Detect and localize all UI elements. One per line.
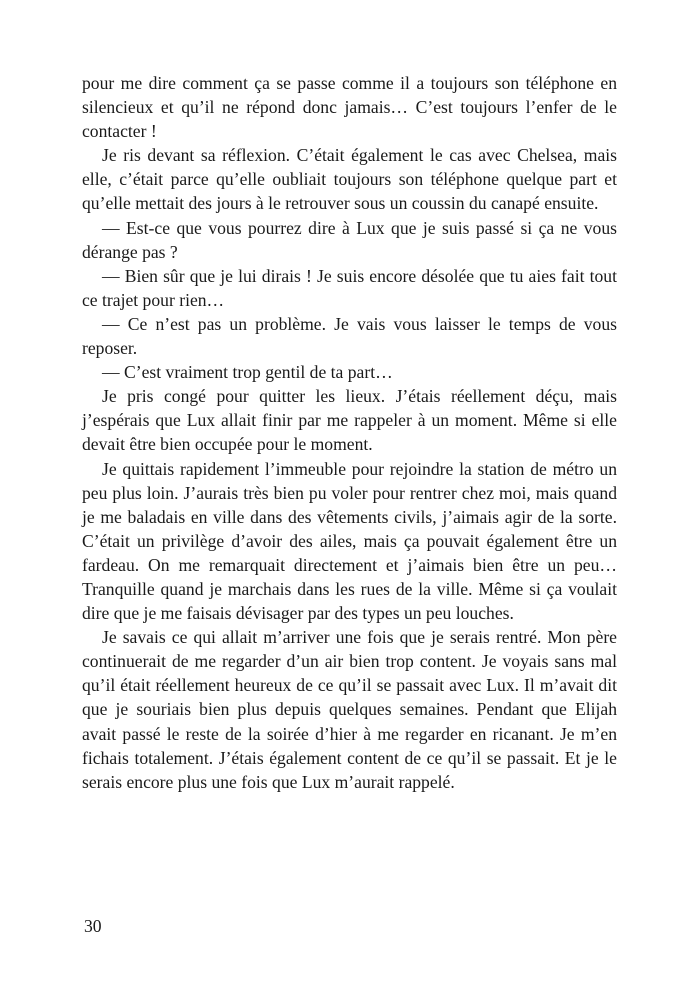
dialogue-line: — Ce n’est pas un problème. Je vais vous laisser le temps de vous reposer. xyxy=(82,313,617,359)
paragraph: Je ris devant sa réflexion. C’était également le cas avec Chelsea, mais elle, c’était parce qu’elle oubliait toujours son téléphone quelque part et qu’elle mettait des jours à le retrouver sous un coussin du canapé ensuite. xyxy=(82,145,617,214)
page-number: 30 xyxy=(84,916,102,936)
paragraph: pour me dire comment ça se passe comme il a toujours son téléphone en silencieux et qu’il ne répond donc jamais… C’est toujours l’enfer de le contacter ! xyxy=(82,73,617,142)
dialogue-line: — Est-ce que vous pourrez dire à Lux que je suis passé si ça ne vous dérange pas ? xyxy=(82,217,617,262)
paragraph: Je savais ce qui allait m’arriver une fois que je serais rentré. Mon père continuerait de me regarder d’un air bien trop content. Je voyais sans mal qu’il était réellement heureux de ce qu’il se passait avec Lux. Il m’avait dit que je souriais bien plus depuis quelques semaines. Pendant que Elijah avait passé le reste de la soirée d’hier à me regarder en ricanant. Je m’en fichais totalement. J’étais également content de ce qu’il se passait. Et je le serais encore plus une fois que Lux m’aurait rappelé. xyxy=(82,627,617,792)
paragraph: Je pris congé pour quitter les lieux. J’étais réellement déçu, mais j’espérais que Lux allait finir par me rappeler à un moment. Même si elle devait être bien occupée pour le moment. xyxy=(82,386,617,455)
body-text xyxy=(82,71,617,794)
dialogue-line: — C’est vraiment trop gentil de ta part… xyxy=(102,362,393,383)
paragraph: Je quittais rapidement l’immeuble pour rejoindre la station de métro un peu plus loin. J’aurais très bien pu voler pour rentrer chez moi, mais quand je me baladais en ville dans des vêtements civils, j’aimais agir de la sorte. C’était un privilège d’avoir des ailes, mais ça pouvait également être un fardeau. On me remarquait directement et j’aimais bien être un peu… Tranquille quand je marchais dans les rues de la ville. Même si ça voulait dire que je me faisais dévisager par des types un peu louches. xyxy=(82,458,617,624)
dialogue-line: — Bien sûr que je lui dirais ! Je suis encore désolée que tu aies fait tout ce trajet pour rien… xyxy=(82,265,617,310)
